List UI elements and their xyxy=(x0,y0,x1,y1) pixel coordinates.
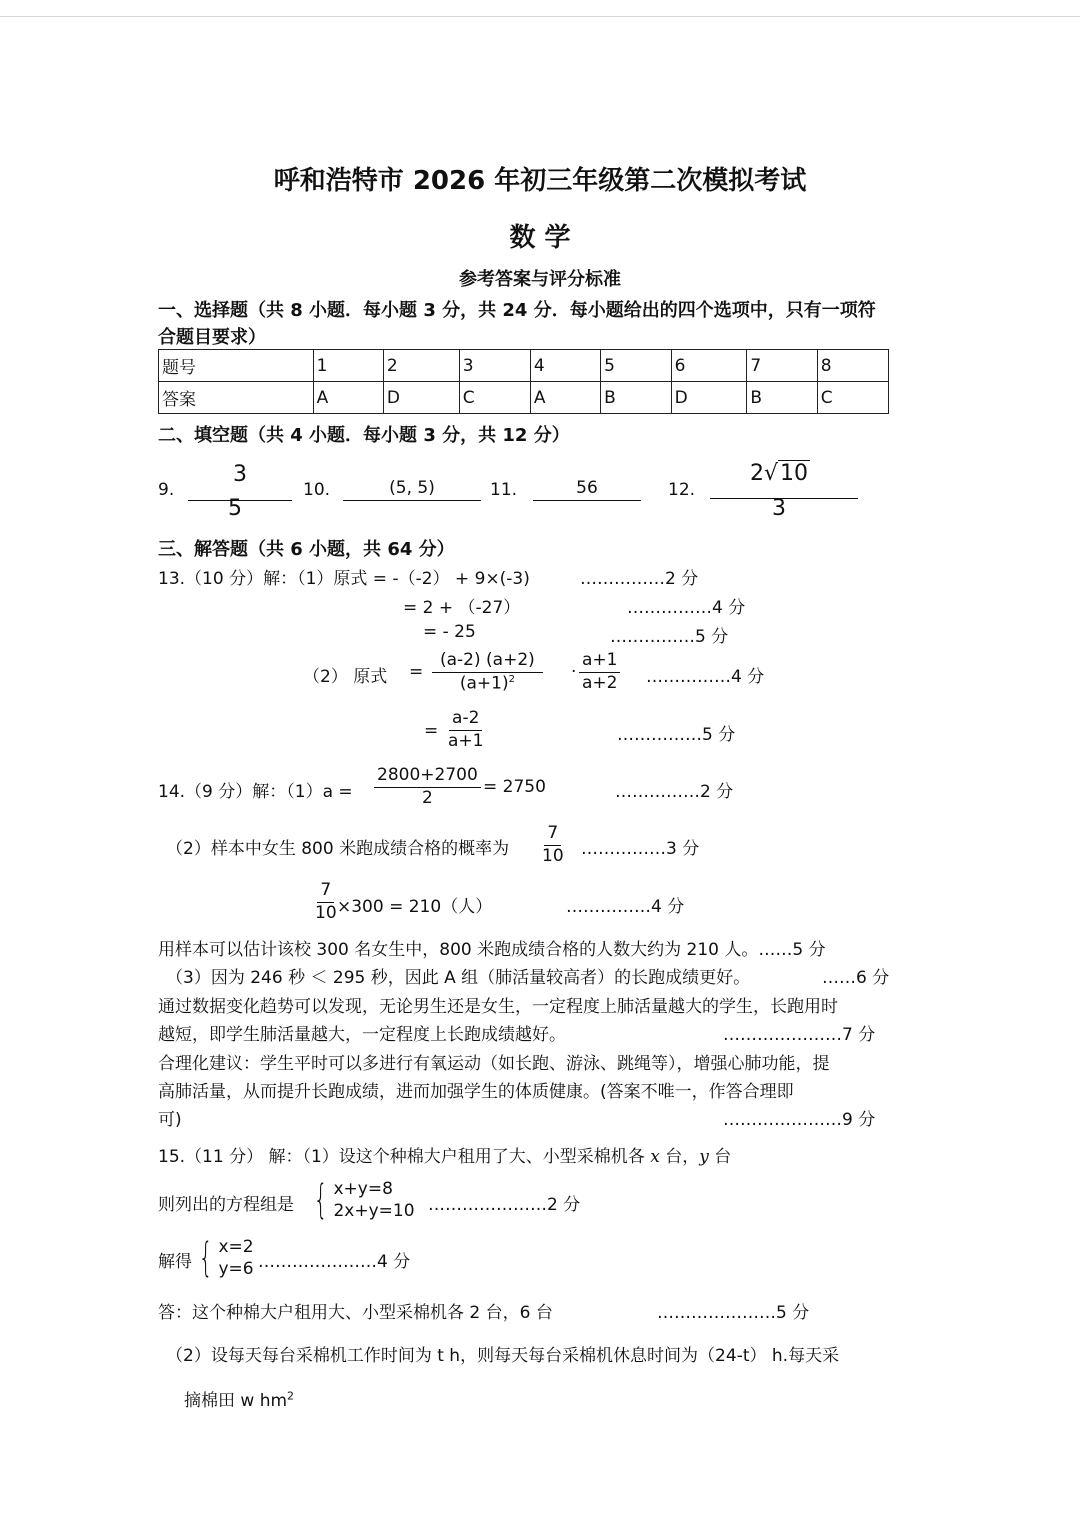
q13-line2-score: ……………4 分 xyxy=(627,598,746,618)
table-cell: 1 xyxy=(313,350,383,382)
q10-label: 10. xyxy=(303,480,331,500)
q15-part2-line1: （2）设每天每台采棉机工作时间为 t h，则每天每台采棉机休息时间为（24-t） h.每天采 xyxy=(166,1346,840,1366)
table-cell: 4 xyxy=(530,350,600,382)
table-cell: 7 xyxy=(747,350,817,382)
table-cell: C xyxy=(459,382,530,414)
table-row-label: 题号 xyxy=(159,350,314,382)
fraction xyxy=(374,766,481,808)
q13-equals-2: = xyxy=(424,721,439,741)
sqrt-symbol: √ 10 xyxy=(764,461,809,486)
table-cell: B xyxy=(601,382,671,414)
subject-title: 数 学 xyxy=(509,223,571,253)
q14-suggestion-line3: 可) xyxy=(158,1110,182,1130)
brace-icon: { xyxy=(313,1177,328,1224)
q14-calc-numerator: 7 xyxy=(317,881,334,903)
answer-table-row-answers xyxy=(159,382,889,414)
q14-trend-line1: 通过数据变化趋势可以发现，无论男生还是女生，一定程度上肺活量越大的学生，长跑用时 xyxy=(158,997,838,1017)
answer-key-subtitle: 参考答案与评分标准 xyxy=(459,269,621,290)
q13-f3-numerator: a-2 xyxy=(449,709,482,731)
fraction xyxy=(312,881,340,923)
q13-fraction1 xyxy=(432,651,543,694)
table-cell: B xyxy=(747,382,817,414)
q15-var-y: y xyxy=(699,1147,709,1167)
section2-heading: 二、填空题（共 4 小题．每小题 3 分，共 12 分） xyxy=(158,425,570,446)
q11-label: 11. xyxy=(490,480,518,500)
q9-denominator: 5 xyxy=(228,496,242,521)
q15-var-x: x xyxy=(650,1147,660,1167)
q13-f1-numerator: (a-2) (a+2) xyxy=(432,651,543,673)
q14-calc-denominator: 10 xyxy=(315,902,337,923)
table-cell: 8 xyxy=(817,350,888,382)
q13-f1-denominator: (a+1) xyxy=(459,673,509,694)
q14-part3-score: ……6 分 xyxy=(822,968,890,988)
q13-line1: 13.（10 分）解：（1）原式 = -（-2） + 9×(-3) xyxy=(158,569,530,589)
q12-radicand: 10 xyxy=(780,461,809,486)
section1-heading-line1: 一、选择题（共 8 小题．每小题 3 分，共 24 分．每小题给出的四个选项中，只有一项符 xyxy=(158,300,876,321)
equation-system xyxy=(308,1178,415,1222)
q15-line1-b: 台， xyxy=(659,1147,700,1167)
q14-denominator: 2 xyxy=(421,787,433,808)
q13-part2-score: ……………4 分 xyxy=(646,667,765,687)
q14-estimate: 用样本可以估计该校 300 名女生中，800 米跑成绩合格的人数大约为 210 人。……5 分 xyxy=(158,940,826,960)
q15-solution-score: …………………4 分 xyxy=(258,1252,411,1272)
q12-coefficient: 2 xyxy=(750,461,764,486)
q13-equals: = xyxy=(409,662,424,682)
q13-line3: = - 25 xyxy=(423,622,476,642)
q14-trend-line2: 越短，即学生肺活量越大，一定程度上长跑成绩越好。 xyxy=(158,1025,566,1045)
q13-line1-score: ……………2 分 xyxy=(580,569,699,589)
q13-f2-numerator: a+1 xyxy=(579,651,620,673)
q15-part2-line2 xyxy=(184,1386,294,1411)
q14-line1-score: ……………2 分 xyxy=(615,782,734,802)
top-border-line xyxy=(0,16,1080,17)
q13-f1-exponent: 2 xyxy=(508,673,515,685)
q15-sys-eq1: x+y=8 xyxy=(333,1179,393,1199)
q9-numerator: 3 xyxy=(233,462,247,487)
q14-trend-score: …………………7 分 xyxy=(723,1025,876,1045)
q14-calc-fraction xyxy=(312,881,340,923)
q14-suggestion-score: …………………9 分 xyxy=(723,1110,876,1130)
q13-line2: = 2 + （-27） xyxy=(403,598,521,618)
q15-line1 xyxy=(158,1142,731,1167)
q15-sol-eq2: y=6 xyxy=(218,1259,254,1280)
q13-line3-score: ……………5 分 xyxy=(610,627,729,647)
q12-label: 12. xyxy=(668,480,696,500)
q14-calc-rest: ×300 = 210（人） xyxy=(337,897,493,917)
q14-calc-score: ……………4 分 xyxy=(566,897,685,917)
q15-system-label: 则列出的方程组是 xyxy=(158,1195,294,1215)
q12-numerator xyxy=(750,460,810,486)
q13-final-score: ……………5 分 xyxy=(617,725,736,745)
q15-answer: 答：这个种棉大户租用大、小型采棉机各 2 台，6 台 xyxy=(158,1303,553,1323)
q13-part2-label: （2） 原式 xyxy=(303,667,388,687)
brace-icon: { xyxy=(198,1235,213,1282)
fraction xyxy=(539,824,567,866)
table-cell: C xyxy=(817,382,888,414)
q14-suggestion-line2: 高肺活量，从而提升长跑成绩，进而加强学生的体质健康。(答案不唯一，作答合理即 xyxy=(158,1082,794,1102)
table-cell: 3 xyxy=(459,350,530,382)
q14-p2-numerator: 7 xyxy=(544,824,561,846)
q14-part2-text: （2）样本中女生 800 米跑成绩合格的概率为 xyxy=(166,839,510,859)
fraction xyxy=(579,651,620,693)
table-cell: 2 xyxy=(383,350,459,382)
q13-f2-denominator: a+2 xyxy=(582,672,618,693)
system-lines xyxy=(333,1178,414,1222)
table-row-label: 答案 xyxy=(159,382,314,414)
fraction xyxy=(445,709,486,751)
exam-title: 呼和浩特市 2026 年初三年级第二次模拟考试 xyxy=(273,166,807,196)
table-cell: 5 xyxy=(601,350,671,382)
q13-dot: · xyxy=(571,662,577,682)
q14-line1-suffix: = 2750 xyxy=(483,777,546,797)
q14-fraction xyxy=(374,766,481,808)
q15-sys-eq2: 2x+y=10 xyxy=(333,1201,415,1222)
q15-line1-c: 台 xyxy=(708,1147,732,1167)
table-cell: A xyxy=(530,382,600,414)
q14-numerator: 2800+2700 xyxy=(374,766,481,788)
system-lines xyxy=(218,1236,253,1280)
answer-table-row-numbers xyxy=(159,350,889,382)
q11-answer: 56 xyxy=(533,478,641,501)
q14-p2-denominator: 10 xyxy=(542,845,564,866)
q12-denominator: 3 xyxy=(772,496,786,521)
q10-answer: (5, 5) xyxy=(343,478,481,501)
table-cell: 6 xyxy=(671,350,747,382)
q15-equation-system xyxy=(308,1178,415,1222)
q15-part2-exponent: 2 xyxy=(287,1389,295,1403)
q15-sol-eq1: x=2 xyxy=(218,1237,254,1257)
q15-line1-a: 15.（11 分） 解：（1）设这个种棉大户租用了大、小型采棉机各 xyxy=(158,1147,651,1167)
fraction xyxy=(432,651,543,694)
q15-answer-score: …………………5 分 xyxy=(657,1303,810,1323)
q14-suggestion-line1: 合理化建议：学生平时可以多进行有氧运动（如长跑、游泳、跳绳等），增强心肺功能，提 xyxy=(158,1054,830,1074)
answer-table xyxy=(158,349,889,414)
q13-f3-denominator: a+1 xyxy=(448,730,484,751)
q15-solution-system xyxy=(193,1236,254,1280)
table-cell: D xyxy=(671,382,747,414)
table-cell: D xyxy=(383,382,459,414)
q13-fraction2 xyxy=(579,651,620,693)
q15-system-score: …………………2 分 xyxy=(428,1195,581,1215)
q14-part2-score: ……………3 分 xyxy=(581,839,700,859)
section3-heading: 三、解答题（共 6 小题，共 64 分） xyxy=(158,539,455,560)
q15-solution-label: 解得 xyxy=(158,1252,192,1272)
q14-line1-prefix: 14.（9 分）解：（1）a = xyxy=(158,782,353,802)
q14-part3: （3）因为 246 秒 ＜ 295 秒，因此 A 组（肺活量较高者）的长跑成绩更好。 xyxy=(166,968,751,988)
table-cell: A xyxy=(313,382,383,414)
q13-f1-denominator-wrap xyxy=(457,673,518,694)
q13-fraction3 xyxy=(445,709,486,751)
q14-part2-fraction xyxy=(539,824,567,866)
q15-part2-line2-text: 摘棉田 w hm xyxy=(184,1391,288,1411)
q9-label: 9. xyxy=(158,480,175,500)
section1-heading-line2: 合题目要求） xyxy=(158,327,266,348)
equation-system xyxy=(193,1236,254,1280)
